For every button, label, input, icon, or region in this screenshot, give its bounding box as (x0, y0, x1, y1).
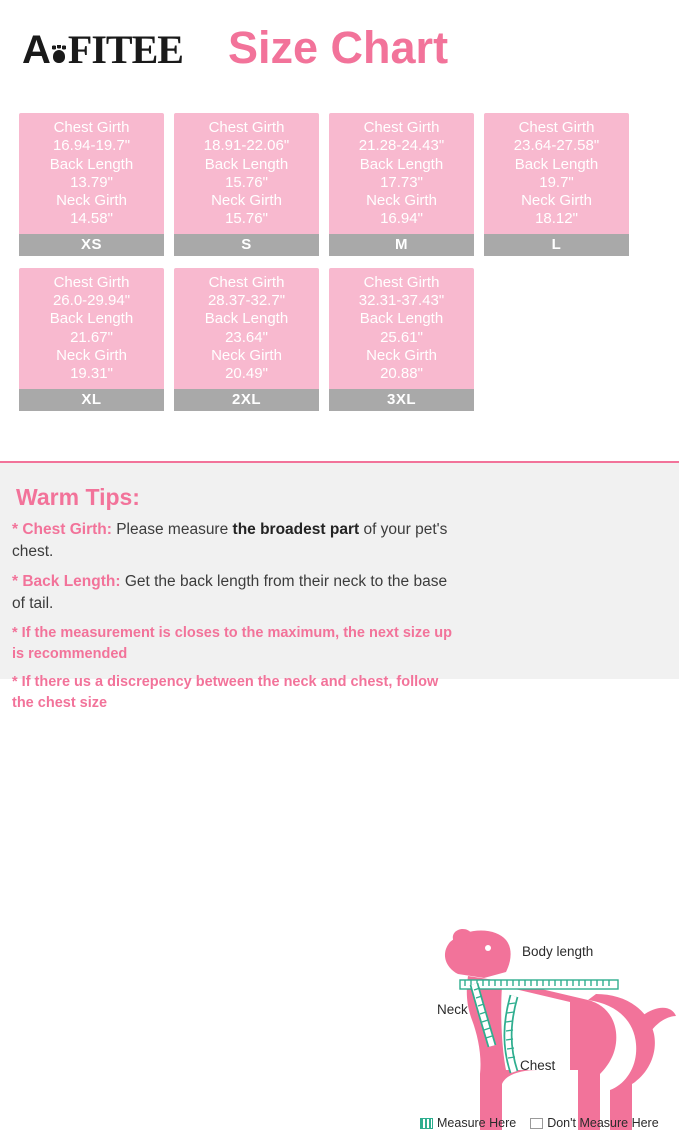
warm-tips-title: Warm Tips: (16, 484, 140, 510)
size-card-measurements (484, 113, 629, 234)
dog-measurement-diagram (410, 924, 679, 1142)
tip-text-2: of your pet's chest. (12, 521, 448, 561)
size-card (329, 113, 474, 256)
chest-girth-label: Chest Girth (518, 119, 595, 136)
chest-girth-value: 16.94-19.7" (52, 137, 131, 155)
chest-girth-label: Chest Girth (363, 273, 440, 291)
size-card-measurements (174, 268, 319, 389)
tip-text-2: is recommended (12, 645, 128, 662)
size-card (19, 113, 164, 256)
tip-bullet: * (12, 572, 23, 590)
size-card-measurements (329, 268, 474, 389)
chest-girth-label: Chest Girth (53, 273, 130, 291)
tip-emphasis: the next size up (343, 624, 452, 641)
chest-girth-value: 32.31-37.43" (358, 292, 445, 310)
size-card-measurements (329, 113, 474, 234)
back-length-label: Back Length (359, 310, 444, 328)
tip-key: Chest Girth: (22, 521, 112, 538)
size-card-name: S (174, 234, 319, 256)
size-card-name: 3XL (329, 389, 474, 411)
warm-tip-item (12, 623, 464, 665)
chest-girth-value: 23.64-27.58" (513, 137, 600, 155)
brand-logo (22, 26, 183, 73)
label-chest: Chest (520, 1058, 556, 1073)
tip-emphasis: the broadest part (232, 521, 360, 538)
back-length-label: Back Length (49, 310, 134, 328)
diagram-legend (420, 1116, 672, 1130)
tip-text-1: Please measure (111, 521, 233, 538)
size-card (484, 113, 629, 256)
tip-bullet: * (12, 521, 23, 538)
dont-measure-swatch-icon (530, 1118, 543, 1129)
label-body-length: Body length (522, 944, 594, 959)
back-length-value: 25.61" (380, 328, 423, 346)
measure-here-swatch-icon (420, 1118, 433, 1129)
neck-girth-value: 16.94" (380, 210, 423, 228)
tip-bullet: * (12, 624, 22, 641)
tip-emphasis: follow the chest size (12, 673, 439, 711)
back-length-value: 23.64" (225, 328, 268, 346)
back-length-label: Back Length (514, 155, 599, 173)
neck-girth-value: 14.58" (70, 210, 113, 228)
size-card (174, 113, 319, 256)
neck-girth-value: 20.49" (225, 365, 268, 383)
back-length-value: 19.7" (539, 173, 574, 191)
back-length-value: 21.67" (70, 328, 113, 346)
legend-dont-measure-label: Don't Measure Here (547, 1116, 659, 1130)
page-title: Size Chart (228, 22, 449, 73)
neck-girth-value: 20.88" (380, 365, 423, 383)
neck-girth-label: Neck Girth (211, 346, 282, 364)
back-length-value: 13.79" (70, 173, 113, 191)
warm-tips-panel (0, 461, 679, 1130)
back-length-value: 15.76" (225, 173, 268, 191)
chest-girth-label: Chest Girth (208, 119, 285, 136)
warm-tip-item (12, 571, 464, 616)
size-card-measurements (19, 113, 164, 234)
brand-text-after: FITEE (67, 27, 183, 72)
back-length-label: Back Length (49, 155, 134, 173)
tip-text-1: If the measurement is closes to the maximum, (21, 624, 344, 641)
neck-girth-label: Neck Girth (366, 192, 437, 210)
back-length-label: Back Length (359, 155, 444, 173)
chest-girth-value: 18.91-22.06" (203, 137, 290, 155)
chest-girth-value: 21.28-24.43" (358, 137, 445, 155)
neck-girth-value: 15.76" (225, 210, 268, 228)
neck-girth-value: 18.12" (535, 210, 578, 228)
brand-text-before: A (22, 28, 50, 72)
size-card-measurements (174, 113, 319, 234)
size-card-name: L (484, 234, 629, 256)
tip-bullet: * (12, 673, 22, 690)
back-length-label: Back Length (204, 310, 289, 328)
neck-girth-label: Neck Girth (521, 192, 592, 210)
tip-text-1: Get the back length from their neck to the base of tail. (12, 572, 448, 613)
neck-girth-label: Neck Girth (366, 346, 437, 364)
size-card (174, 268, 319, 411)
neck-girth-label: Neck Girth (56, 192, 127, 210)
size-cards-grid (19, 113, 660, 411)
chest-girth-label: Chest Girth (363, 119, 440, 136)
warm-tip-item (12, 519, 464, 564)
size-card-measurements (19, 268, 164, 389)
page-header (0, 14, 679, 92)
tip-text-1: If there us a discrepency between the neck and chest, (21, 673, 397, 690)
size-card (329, 268, 474, 411)
chest-girth-label: Chest Girth (208, 273, 285, 291)
warm-tip-item (12, 672, 464, 714)
warm-tips-list (12, 519, 464, 721)
size-card (19, 268, 164, 411)
neck-girth-label: Neck Girth (56, 346, 127, 364)
size-card-name: 2XL (174, 389, 319, 411)
legend-measure-label: Measure Here (437, 1116, 517, 1130)
neck-girth-label: Neck Girth (211, 192, 282, 210)
size-card-name: XL (19, 389, 164, 411)
tip-key: Back Length: (22, 572, 121, 590)
paw-icon (51, 45, 67, 63)
chest-girth-label: Chest Girth (53, 119, 130, 136)
chest-girth-value: 26.0-29.94" (52, 292, 131, 310)
neck-girth-value: 19.31" (70, 365, 113, 383)
size-card-name: M (329, 234, 474, 256)
back-length-label: Back Length (204, 155, 289, 173)
chest-girth-value: 28.37-32.7" (207, 292, 286, 310)
label-neck: Neck (437, 1002, 468, 1017)
size-card-name: XS (19, 234, 164, 256)
back-length-value: 17.73" (380, 173, 423, 191)
